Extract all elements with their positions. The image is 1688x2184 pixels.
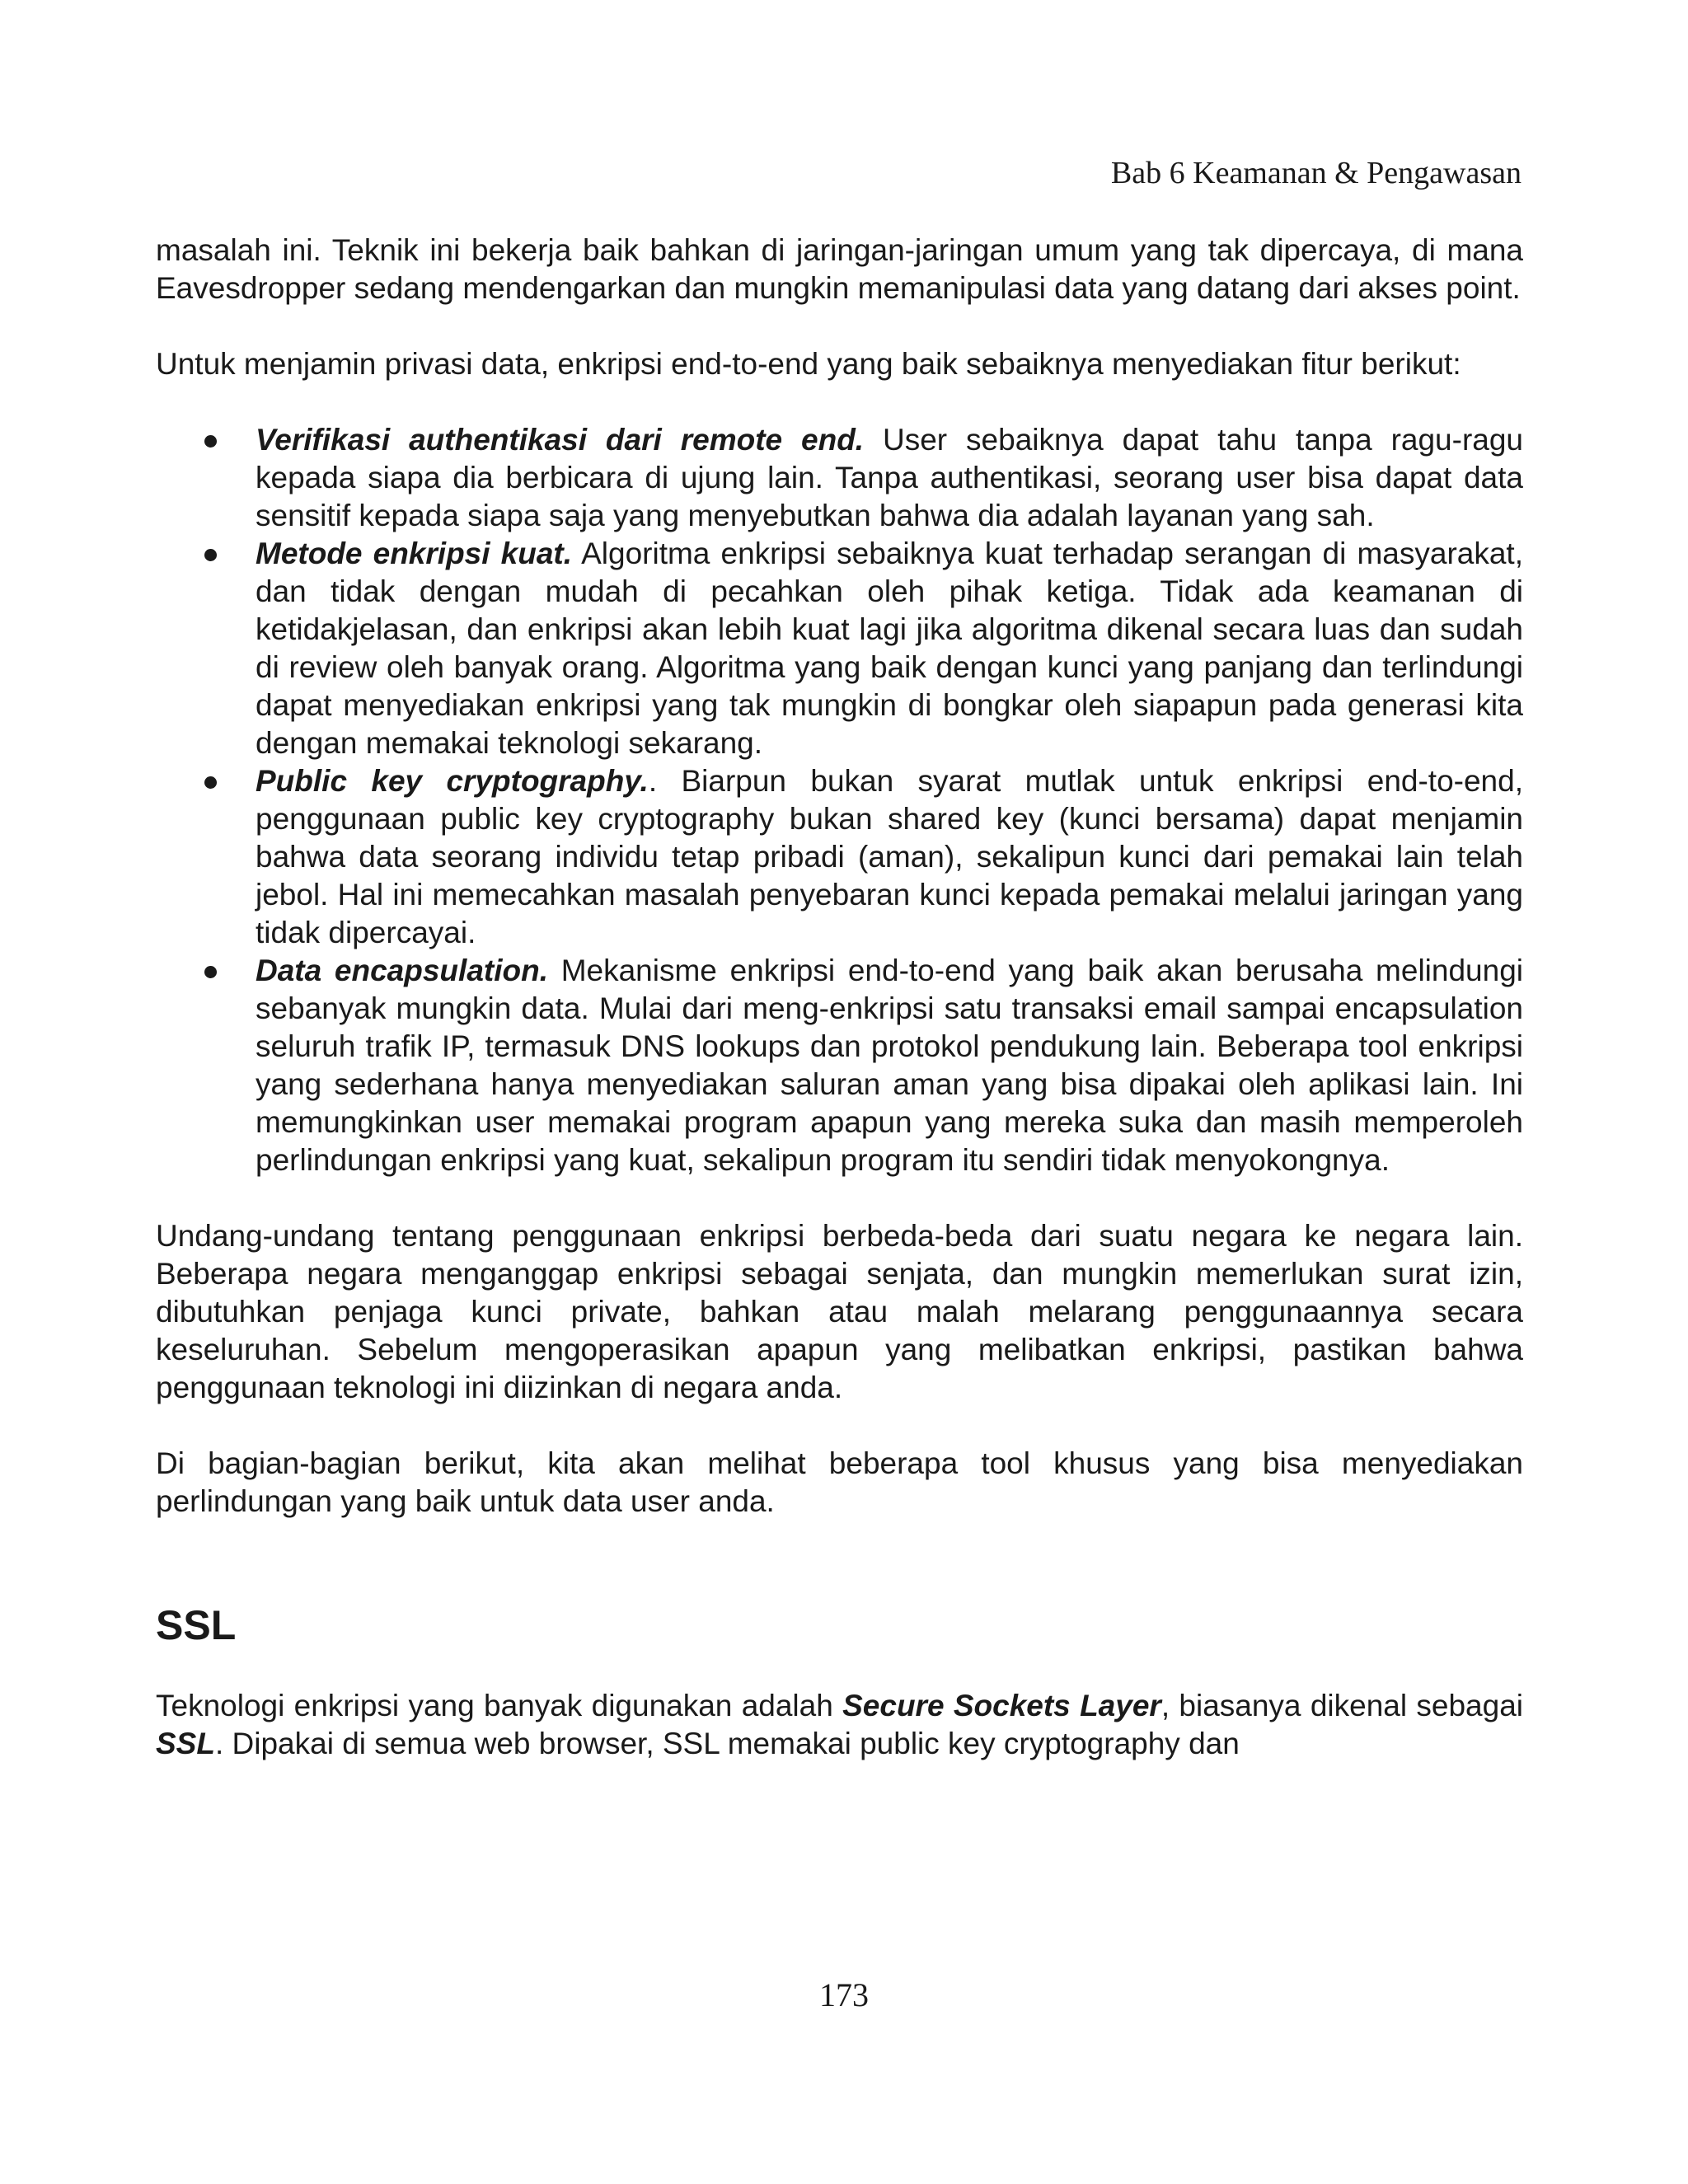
ssl-text-middle: , biasanya dikenal sebagai — [1160, 1689, 1523, 1722]
bullet-icon — [204, 435, 217, 448]
feature-text: Algoritma enkripsi sebaiknya kuat terhadap serangan di masyarakat, dan tidak dengan mudah di pecahkan oleh pihak ketiga. Tidak ada keamanan di ketidakjelasan, dan enkripsi akan lebih kuat lagi jika algoritma dikenal secara luas dan sudah di review oleh banyak orang. Algoritma yang baik dengan kunci yang panjang dan terlindungi dapat menyediakan enkripsi yang tak mungkin di bongkar oleh siapapun pada generasi kita dengan memakai teknologi sekarang. — [256, 537, 1523, 760]
bullet-icon — [204, 776, 217, 789]
feature-term: Data encapsulation. — [256, 954, 548, 987]
running-header: Bab 6 Keamanan & Pengawasan — [1110, 156, 1522, 190]
section-heading-ssl: SSL — [156, 1602, 237, 1648]
ssl-text-start: Teknologi enkripsi yang banyak digunakan adalah — [156, 1689, 843, 1722]
ssl-term-ssl: SSL — [156, 1727, 215, 1760]
list-item — [156, 421, 1523, 535]
intro-paragraph: masalah ini. Teknik ini bekerja baik bahkan di jaringan-jaringan umum yang tak dipercaya, di mana Eavesdropper sedang mendengarkan dan mungkin memanipulasi data yang datang dari akses point. — [156, 233, 1523, 305]
ssl-paragraph — [156, 1687, 1523, 1763]
body-text — [156, 232, 1523, 1801]
feature-text: Mekanisme enkripsi end-to-end yang baik akan berusaha melindungi sebanyak mungkin data. Mulai dari meng-enkripsi satu transaksi email sampai encapsulation seluruh trafik IP, termasuk DNS lookups dan protokol pendukung lain. Beberapa tool enkripsi yang sederhana hanya menyediakan saluran aman yang bisa dipakai oleh aplikasi lain. Ini memungkinkan user memakai program apapun yang mereka suka dan masih memperoleh perlindungan enkripsi yang kuat, sekalipun program itu sendiri tidak menyokongnya. — [256, 954, 1524, 1177]
bullet-icon — [204, 966, 217, 978]
feature-list — [156, 421, 1523, 1179]
feature-term: Public key cryptography. — [256, 764, 649, 798]
tools-paragraph: Di bagian-bagian berikut, kita akan melihat beberapa tool khusus yang bisa menyediakan perlindungan yang baik untuk data user anda. — [156, 1446, 1523, 1518]
list-item — [156, 952, 1523, 1179]
feature-term: Metode enkripsi kuat. — [256, 537, 573, 570]
ssl-text-end: . Dipakai di semua web browser, SSL memakai public key cryptography dan — [214, 1727, 1240, 1760]
bullet-icon — [204, 549, 217, 561]
feature-text: . Biarpun bukan syarat mutlak untuk enkripsi end-to-end, penggunaan public key cryptography bukan shared key (kunci bersama) dapat menjamin bahwa data seorang individu tetap pribadi (aman), sekalipun kunci dari pemakai lain telah jebol. Hal ini memecahkan masalah penyebaran kunci kepada pemakai melalui jaringan yang tidak dipercayai. — [256, 764, 1523, 949]
law-paragraph: Undang-undang tentang penggunaan enkripsi berbeda-beda dari suatu negara ke negara lain. Beberapa negara menganggap enkripsi sebagai senjata, dan mungkin memerlukan surat izin, dibutuhkan penjaga kunci private, bahkan atau malah melarang penggunaannya secara keseluruhan. Sebelum mengoperasikan apapun yang melibatkan enkripsi, pastikan bahwa penggunaan teknologi ini diizinkan di negara anda. — [156, 1219, 1523, 1404]
ssl-term-secure-sockets-layer: Secure Sockets Layer — [842, 1689, 1161, 1722]
list-item — [156, 762, 1523, 952]
feature-text: User sebaiknya dapat tahu tanpa ragu-ragu kepada siapa dia berbicara di ujung lain. Tanpa authentikasi, seorang user bisa dapat data sensitif kepada siapa saja yang menyebutkan bahwa dia adalah layanan yang sah. — [256, 423, 1523, 532]
page-number: 173 — [819, 1976, 869, 2013]
list-lead-paragraph: Untuk menjamin privasi data, enkripsi end-to-end yang baik sebaiknya menyediakan fitur berikut: — [156, 347, 1461, 381]
feature-term: Verifikasi authentikasi dari remote end. — [256, 423, 865, 457]
list-item — [156, 535, 1523, 762]
